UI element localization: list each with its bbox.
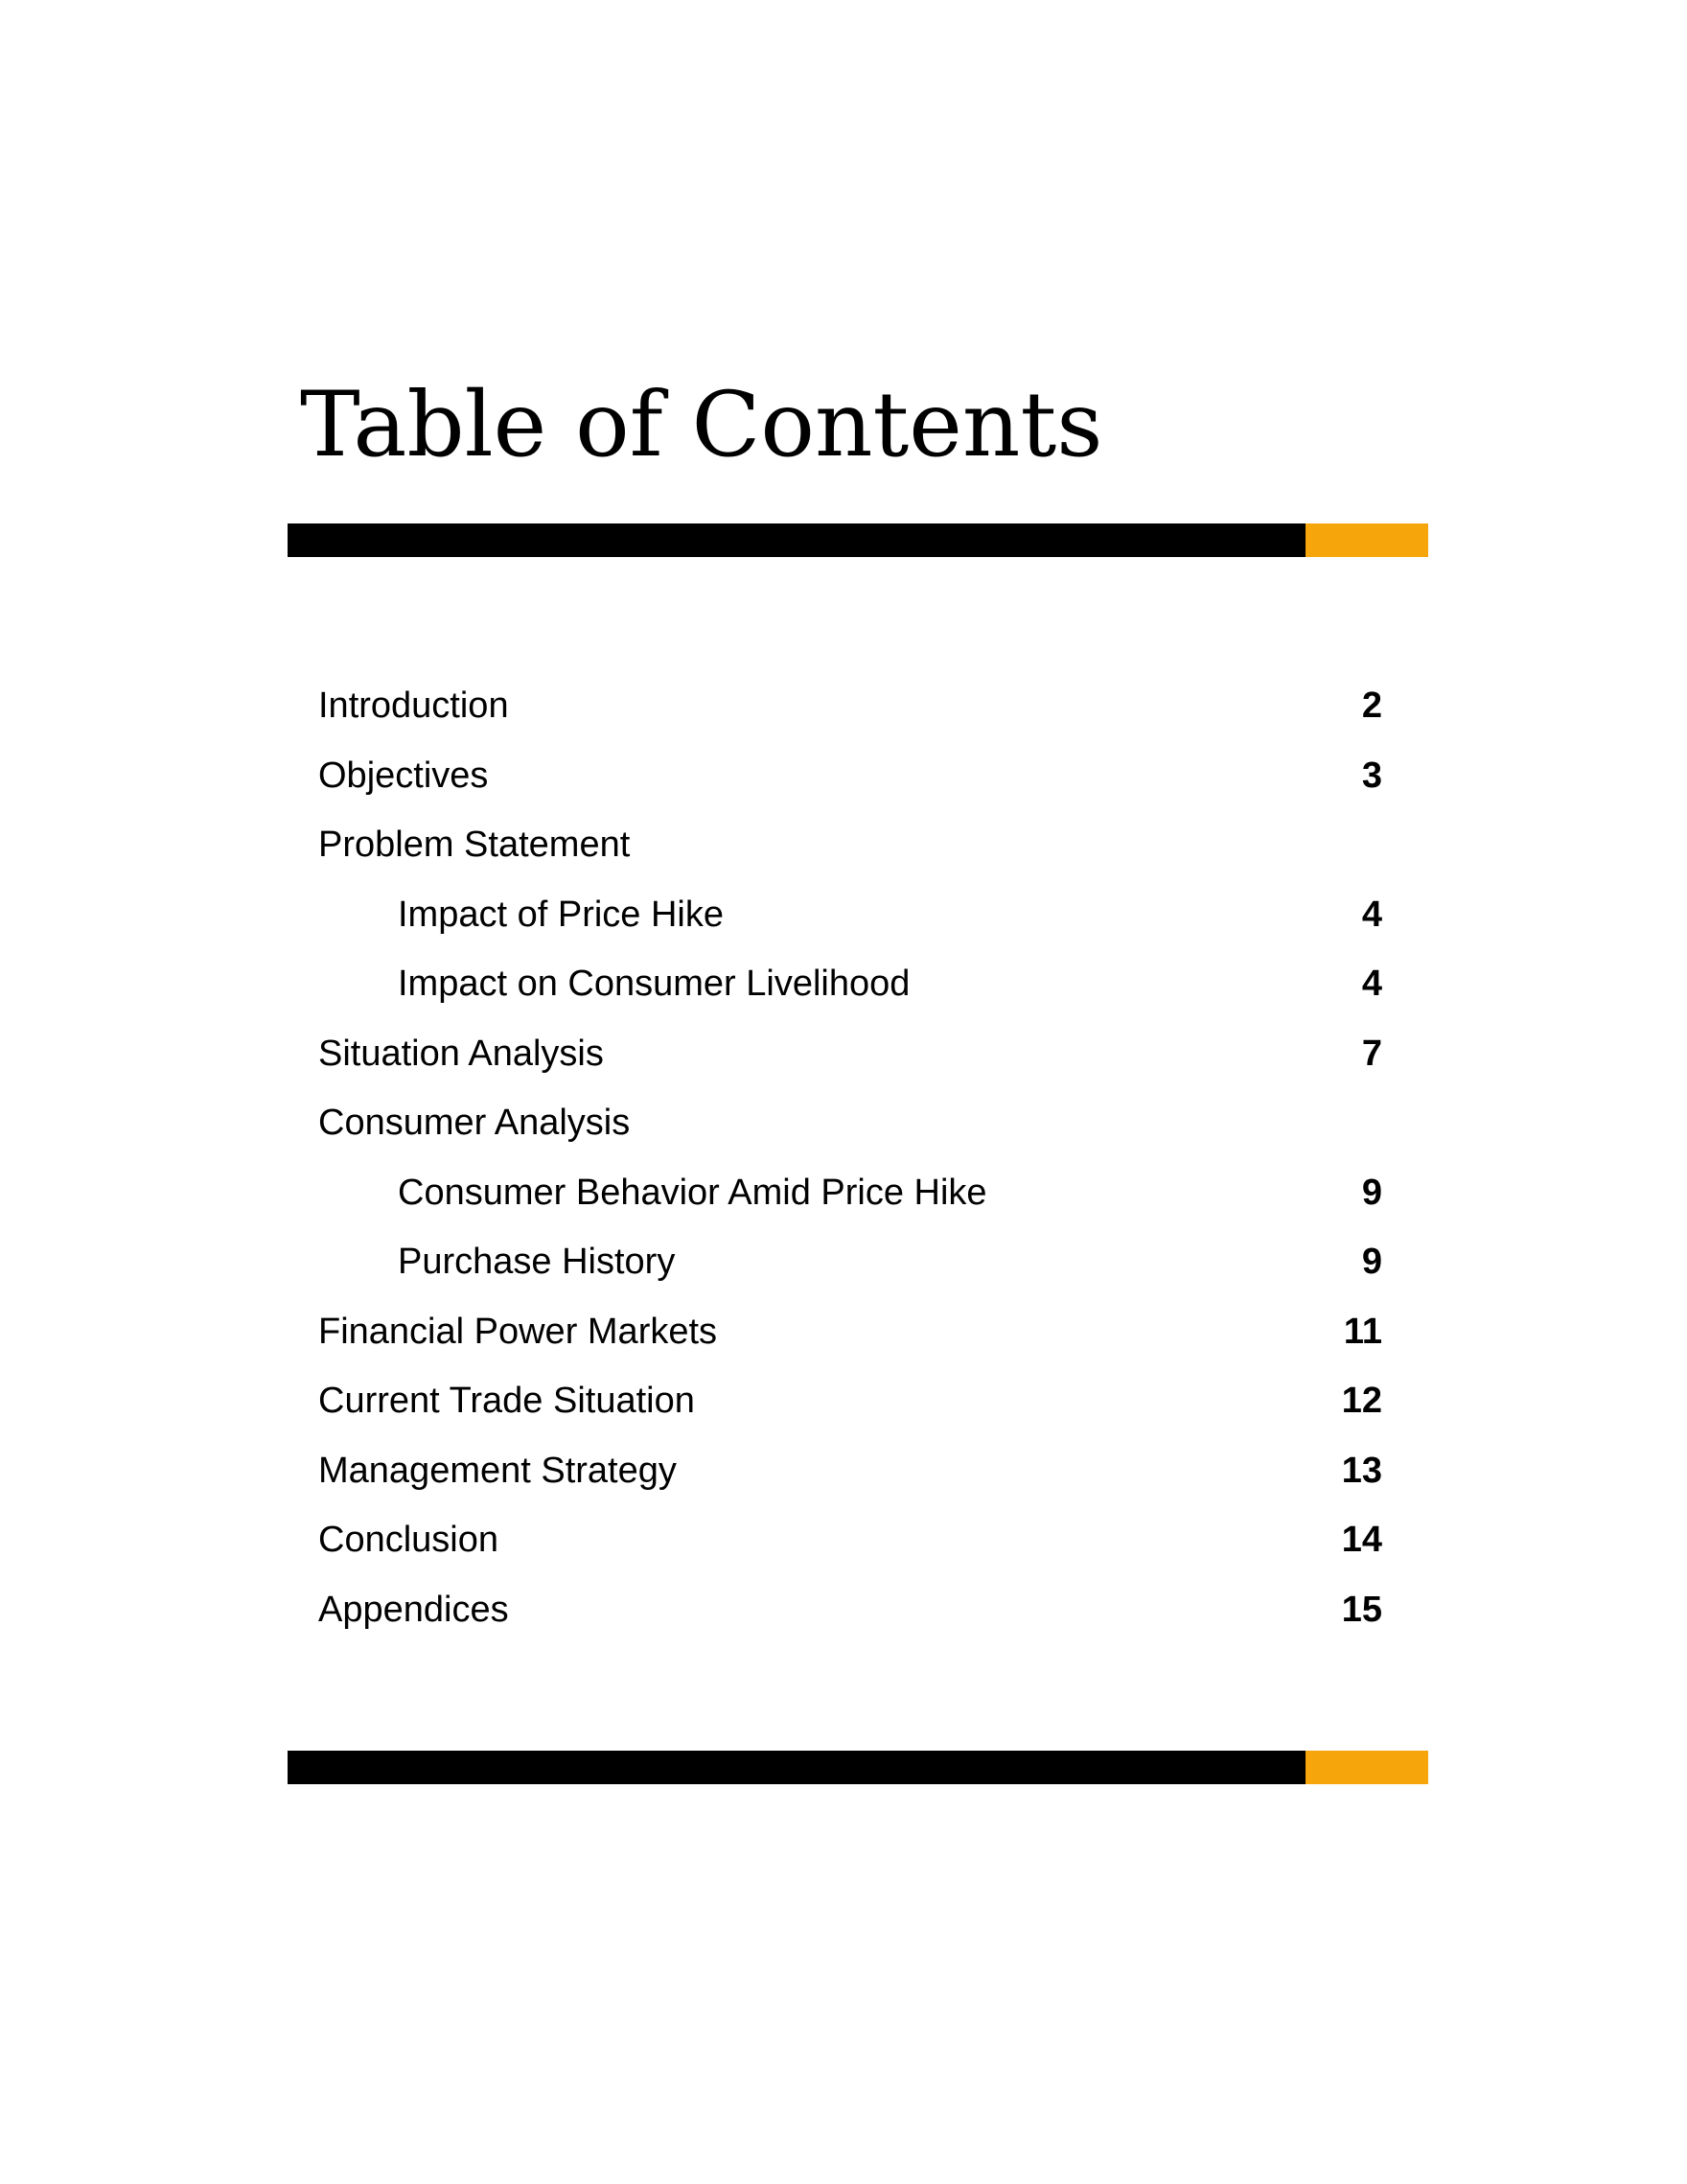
toc-entry-label: Problem Statement (318, 825, 631, 865)
divider-accent-segment (1306, 523, 1428, 557)
toc-entry-page: 3 (1361, 755, 1382, 796)
toc-entry-page: 14 (1341, 1520, 1382, 1560)
toc-entry-label: Conclusion (318, 1520, 498, 1560)
toc-entry-page: 11 (1343, 1311, 1382, 1352)
toc-entry-problem-statement[interactable] (318, 810, 1382, 880)
toc-entry-purchase-history[interactable] (318, 1227, 1382, 1297)
toc-entry-label: Purchase History (398, 1242, 676, 1282)
toc-entry-label: Objectives (318, 755, 489, 796)
toc-entry-label: Consumer Behavior Amid Price Hike (398, 1172, 987, 1213)
toc-entry-conclusion[interactable] (318, 1505, 1382, 1575)
toc-entry-consumer-behavior[interactable] (318, 1158, 1382, 1228)
toc-entry-label: Current Trade Situation (318, 1381, 695, 1421)
toc-entry-label: Appendices (318, 1589, 509, 1630)
toc-entry-label: Financial Power Markets (318, 1311, 718, 1352)
divider-black-segment (288, 1751, 1306, 1784)
top-divider-bar (288, 523, 1428, 557)
toc-entry-page: 9 (1361, 1242, 1382, 1282)
toc-entry-page: 2 (1361, 685, 1382, 726)
toc-entry-management-strategy[interactable] (318, 1436, 1382, 1506)
toc-entry-label: Situation Analysis (318, 1033, 604, 1074)
toc-entry-appendices[interactable] (318, 1575, 1382, 1645)
bottom-divider-bar (288, 1751, 1428, 1784)
toc-entry-financial-power-markets[interactable] (318, 1297, 1382, 1367)
toc-entry-page: 4 (1361, 894, 1382, 935)
toc-entry-objectives[interactable] (318, 741, 1382, 811)
toc-entry-consumer-analysis[interactable] (318, 1088, 1382, 1158)
toc-entry-label: Impact on Consumer Livelihood (398, 964, 911, 1004)
toc-entry-page: 12 (1341, 1381, 1382, 1421)
toc-entry-impact-of-price-hike[interactable] (318, 880, 1382, 950)
toc-entry-page: 7 (1361, 1033, 1382, 1074)
toc-entry-label: Impact of Price Hike (398, 894, 724, 935)
toc-entry-label: Consumer Analysis (318, 1103, 631, 1143)
toc-entry-situation-analysis[interactable] (318, 1019, 1382, 1089)
toc-entry-introduction[interactable] (318, 671, 1382, 741)
divider-black-segment (288, 523, 1306, 557)
toc-entry-page: 9 (1361, 1172, 1382, 1213)
toc-list (318, 671, 1382, 1644)
page-title: Table of Contents (300, 373, 1103, 477)
toc-entry-impact-on-consumer-livelihood[interactable] (318, 949, 1382, 1019)
toc-entry-label: Introduction (318, 685, 509, 726)
toc-entry-label: Management Strategy (318, 1450, 677, 1491)
toc-entry-page: 4 (1361, 964, 1382, 1004)
toc-entry-page: 13 (1341, 1450, 1382, 1491)
toc-entry-current-trade-situation[interactable] (318, 1366, 1382, 1436)
divider-accent-segment (1306, 1751, 1428, 1784)
toc-entry-page: 15 (1341, 1589, 1382, 1630)
